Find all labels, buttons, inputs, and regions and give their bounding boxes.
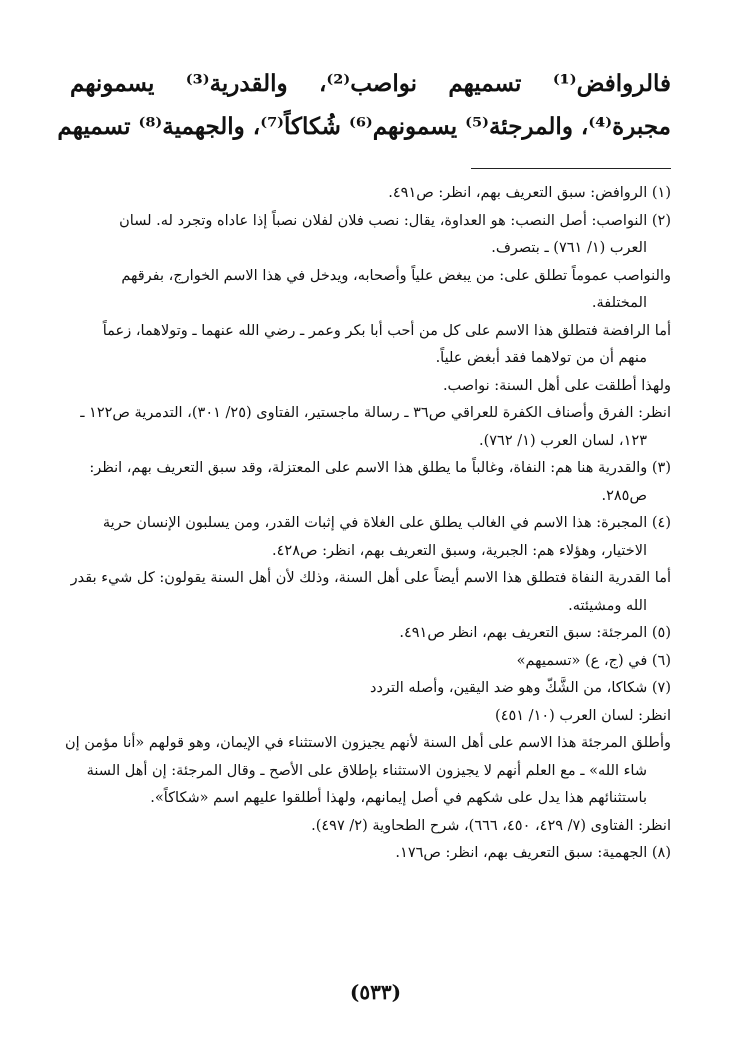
footnote-line: ص٢٨٥. [601,487,647,504]
footnote-line: أما القدرية النفاة فتطلق هذا الاسم أيضاً على أهل السنة، وذلك لأن أهل السنة يقولون: كل شيء بقدر [70,570,671,586]
footnote-line: العرب (١/ ٧٦١) ـ بتصرف. [491,240,647,256]
footnote-line: ١٢٣، لسان العرب (١/ ٧٦٢). [478,432,647,449]
footnote-line: (٤) المجبرة: هذا الاسم في الغالب يطلق على الغلاة في إثبات القدر، ومن يسلبون الإنسان حرية [102,515,671,531]
page-number: (٥٣٣) [349,980,402,1004]
footnote-divider [471,168,671,169]
footnote-line: والنواصب عموماً تطلق على: من يبغض علياً وأصحابه، ويدخل في هذا الاسم الخوارج، بفرقهم [121,267,671,284]
footnote-line: وأطلق المرجئة هذا الاسم على أهل السنة لأنهم يجيزون الاستثناء في الإيمان، وهو قولهم «أنا مؤمن إن [64,735,671,751]
footnote-line: (٨) الجهمية: سبق التعريف بهم، انظر: ص١٧٦. [395,845,671,861]
footnote-line: (٢) النواصب: أصل النصب: هو العداوة، يقال: نصب فلان لفلان نصباً إذا عاداه وتجرد له. لسان [119,212,671,229]
footnote-line: أما الرافضة فتطلق هذا الاسم على كل من أحب أبا بكر وعمر ـ رضي الله عنهما ـ وتولاهما، زعماً [102,322,671,339]
footnote-line: (١) الروافض: سبق التعريف بهم، انظر: ص٤٩١. [388,185,671,201]
footnote-line: (٧) شكاكا، من الشَّكّ وهو ضد اليقين، وأصله التردد [370,680,671,696]
main-text-line: مجبرة⁽⁴⁾، والمرجئة⁽⁵⁾ يسمونهم⁽⁶⁾ شُكاكاً⁽⁷⁾، والجهمية⁽⁸⁾ تسميهم [57,113,671,140]
footnote-line: المختلفة. [591,295,647,311]
footnote-line: باستثنائهم هذا يدل على شكهم في أصل إيمانهم، ولهذا أطلقوا عليهم اسم «شكاكاً». [150,790,647,806]
footnote-line: (٦) في (ج، ع) «تسميهم» [516,652,671,669]
footnote-line: انظر: لسان العرب (١٠/ ٤٥١) [495,707,671,724]
footnote-line: الله ومشيئته. [568,597,647,614]
footnote-line: (٥) المرجئة: سبق التعريف بهم، انظر ص٤٩١. [399,625,671,641]
footnote-line: منهم أن من تولاهما فقد أبغض علياً. [435,350,647,366]
footnote-line: انظر: الفتاوى (٧/ ٤٢٩، ٤٥٠، ٦٦٦)، شرح الطحاوية (٢/ ٤٩٧). [311,817,671,834]
footnote-line: انظر: الفرق وأصناف الكفرة للعراقي ص٣٦ ـ رسالة ماجستير، الفتاوى (٢٥/ ٣٠١)، التدمرية ص١٢٢ ـ [80,405,671,421]
main-text-line: فالروافض⁽¹⁾ تسميهم نواصب⁽²⁾، والقدرية⁽³⁾ يسمونهم [70,70,671,97]
footnote-line: ولهذا أطلقت على أهل السنة: نواصب. [442,377,671,394]
footnotes [64,180,671,868]
footnote-line: شاء الله» ـ مع العلم أنهم لا يجيزون الاستثناء بإطلاق على الأصح ـ وقال المرجئة: إن أهل السنة [86,762,647,779]
footnote-line: (٣) والقدرية هنا هم: النفاة، وغالباً ما يطلق هذا الاسم على المعتزلة، وقد سبق التعريف بهم، انظر: [89,460,671,476]
footnote-line: الاختيار، وهؤلاء هم: الجبرية، وسبق التعريف بهم، انظر: ص٤٢٨. [272,542,647,559]
main-text [57,62,671,148]
